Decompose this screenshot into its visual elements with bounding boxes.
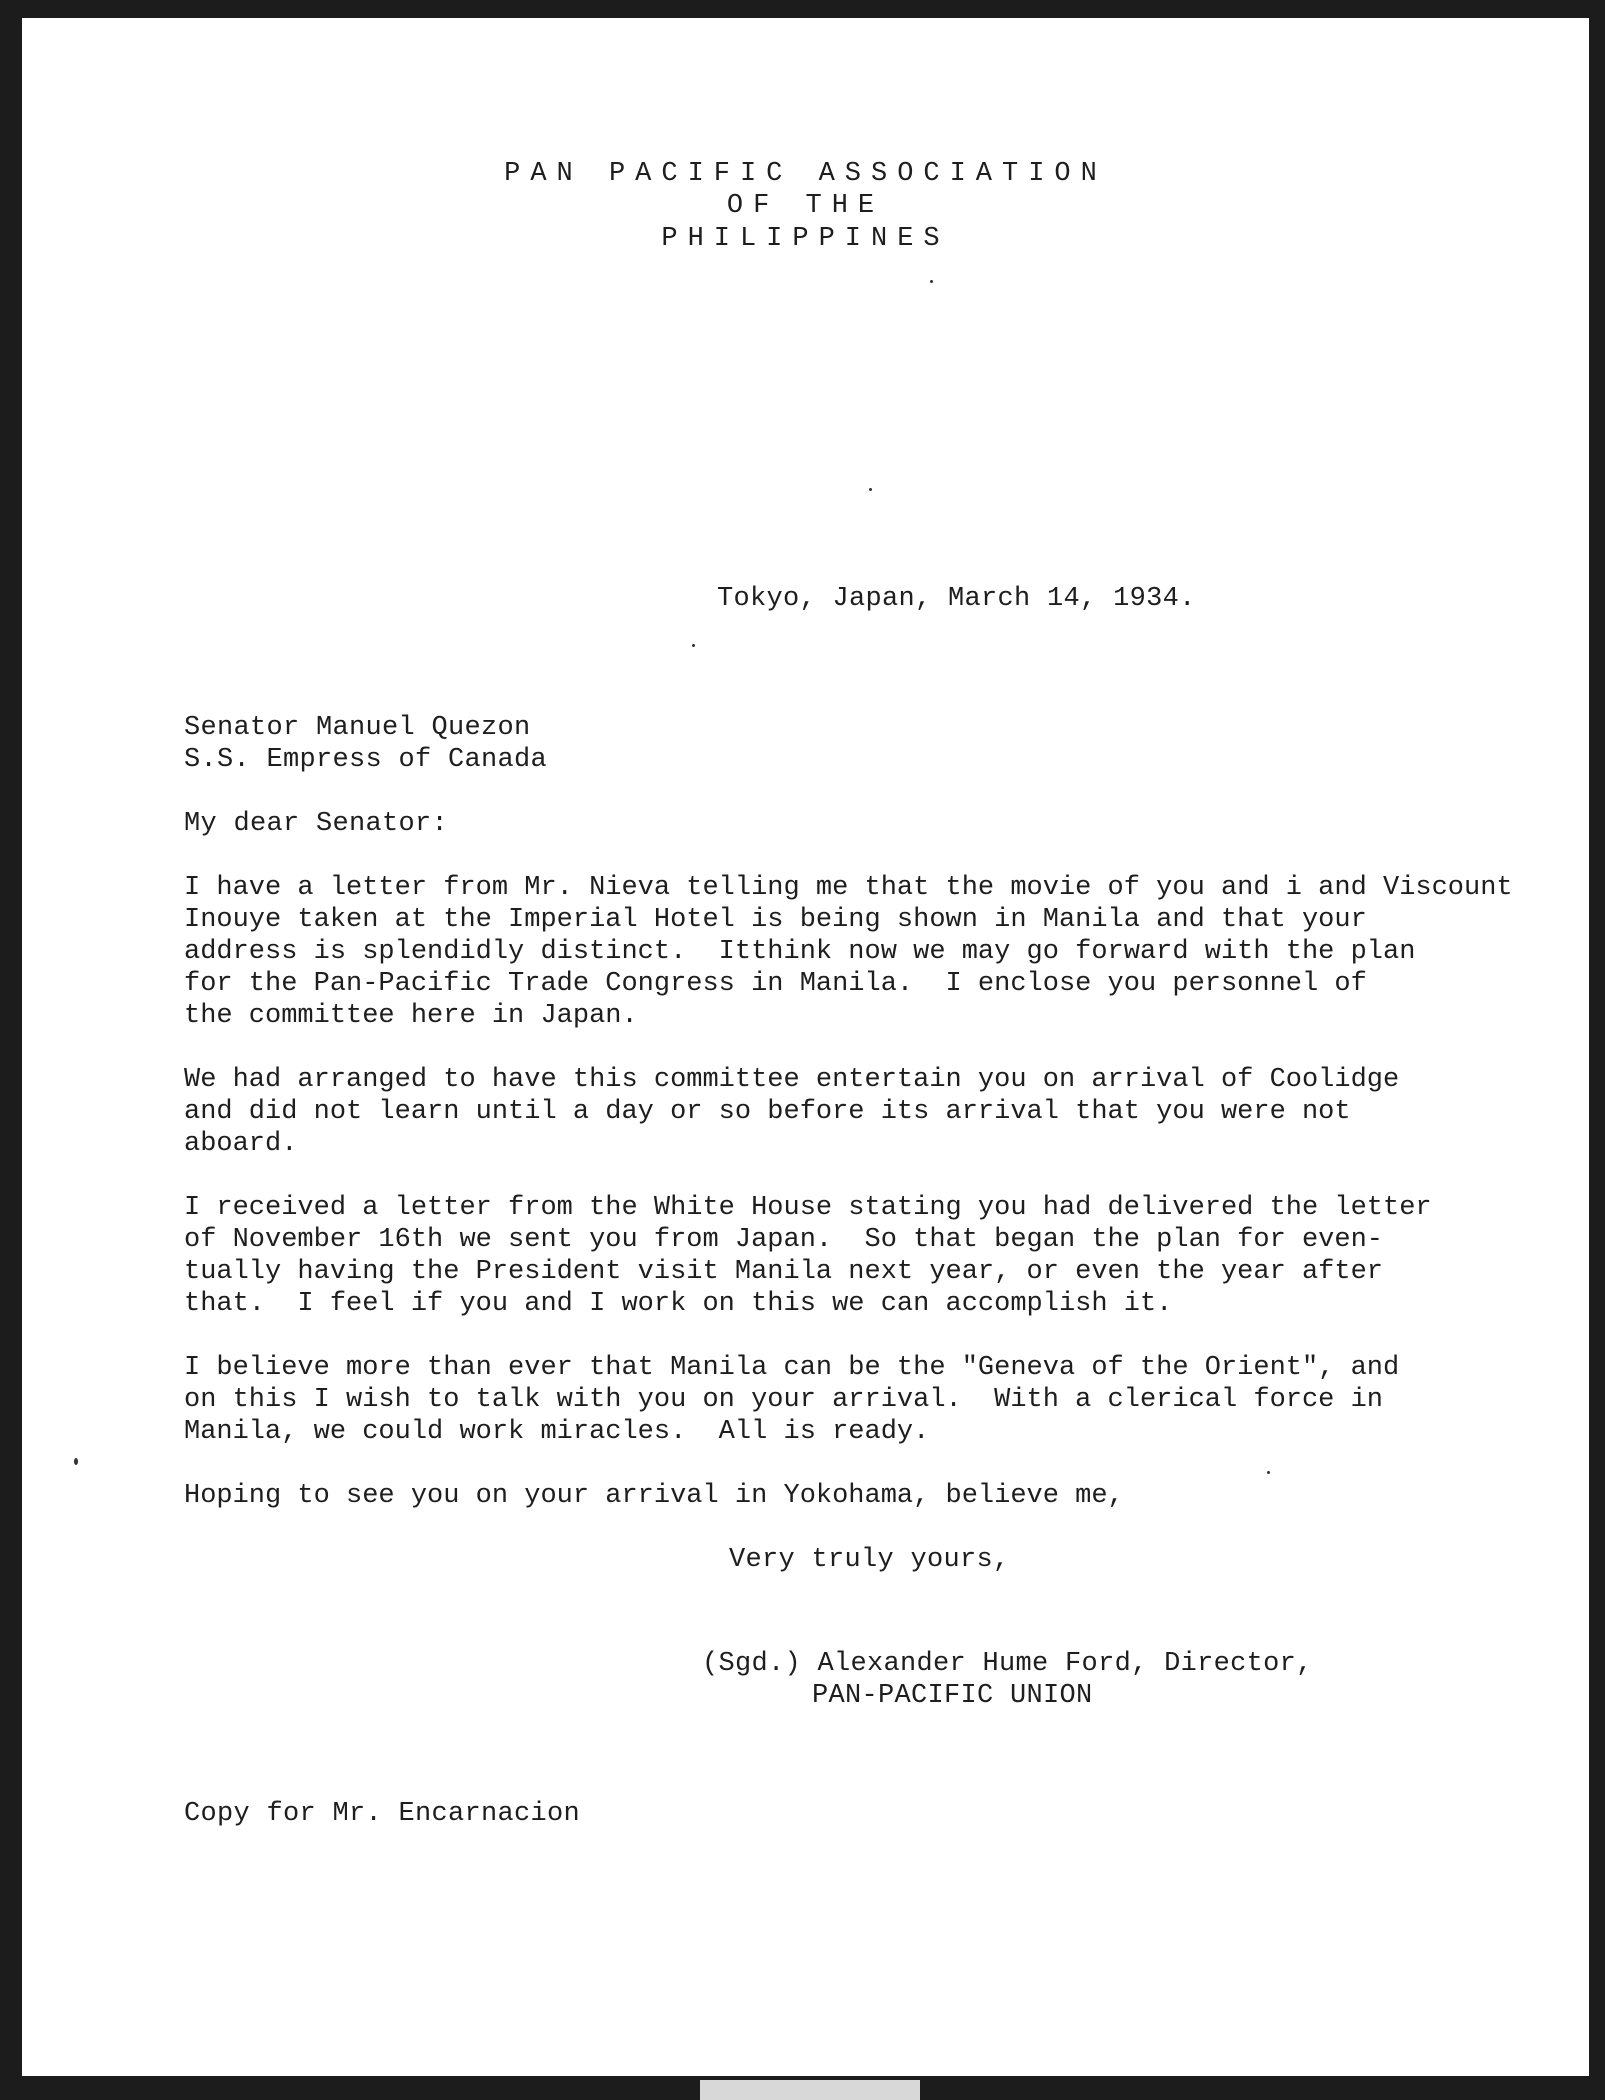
body-line: We had arranged to have this committee entertain you on arrival of Coolidge — [184, 1065, 1400, 1095]
body-line: on this I wish to talk with you on your arrival. With a clerical force in — [184, 1385, 1383, 1415]
body-line: I received a letter from the White House stating you had delivered the letter — [184, 1193, 1432, 1223]
body-line: of November 16th we sent you from Japan. So that began the plan for even- — [184, 1225, 1383, 1255]
body-line: for the Pan-Pacific Trade Congress in Manila. I enclose you personnel of — [184, 969, 1367, 999]
scan-speck — [74, 1458, 78, 1465]
body-line: tually having the President visit Manila next year, or even the year after — [184, 1257, 1383, 1287]
signature-line-2: PAN-PACIFIC UNION — [812, 1681, 1093, 1711]
signature-line-1: (Sgd.) Alexander Hume Ford, Director, — [702, 1649, 1313, 1679]
scan-speck — [930, 280, 933, 283]
letter-page — [22, 18, 1589, 2076]
body-line: Inouye taken at the Imperial Hotel is being shown in Manila and that your — [184, 905, 1367, 935]
body-line: aboard. — [184, 1129, 298, 1159]
letterhead-line-3: PHILIPPINES — [661, 224, 950, 254]
closing: Very truly yours, — [729, 1545, 1010, 1575]
body-line: that. I feel if you and I work on this we can accomplish it. — [184, 1289, 1173, 1319]
body-line: I believe more than ever that Manila can be the "Geneva of the Orient", and — [184, 1353, 1400, 1383]
body-line: Manila, we could work miracles. All is ready. — [184, 1417, 930, 1447]
salutation: My dear Senator: — [184, 809, 449, 839]
body-line: Hoping to see you on your arrival in Yokohama, believe me, — [184, 1481, 1124, 1511]
body-line: address is splendidly distinct. Itthink now we may go forward with the plan — [184, 937, 1416, 967]
copy-note: Copy for Mr. Encarnacion — [184, 1799, 581, 1829]
body-line: the committee here in Japan. — [184, 1001, 638, 1031]
recipient-address: S.S. Empress of Canada — [184, 745, 548, 775]
scan-edge-tab — [700, 2080, 920, 2100]
body-line: and did not learn until a day or so before its arrival that you were not — [184, 1097, 1351, 1127]
letterhead-line-1: PAN PACIFIC ASSOCIATION — [504, 159, 1107, 189]
recipient-name: Senator Manuel Quezon — [184, 713, 531, 743]
scan-speck — [692, 644, 695, 647]
dateline: Tokyo, Japan, March 14, 1934. — [717, 584, 1196, 614]
letterhead-line-2: OF THE — [726, 191, 885, 221]
scan-speck — [1267, 1471, 1270, 1474]
scan-speck — [869, 488, 872, 491]
body-line: I have a letter from Mr. Nieva telling me that the movie of you and i and Viscount — [184, 873, 1513, 903]
